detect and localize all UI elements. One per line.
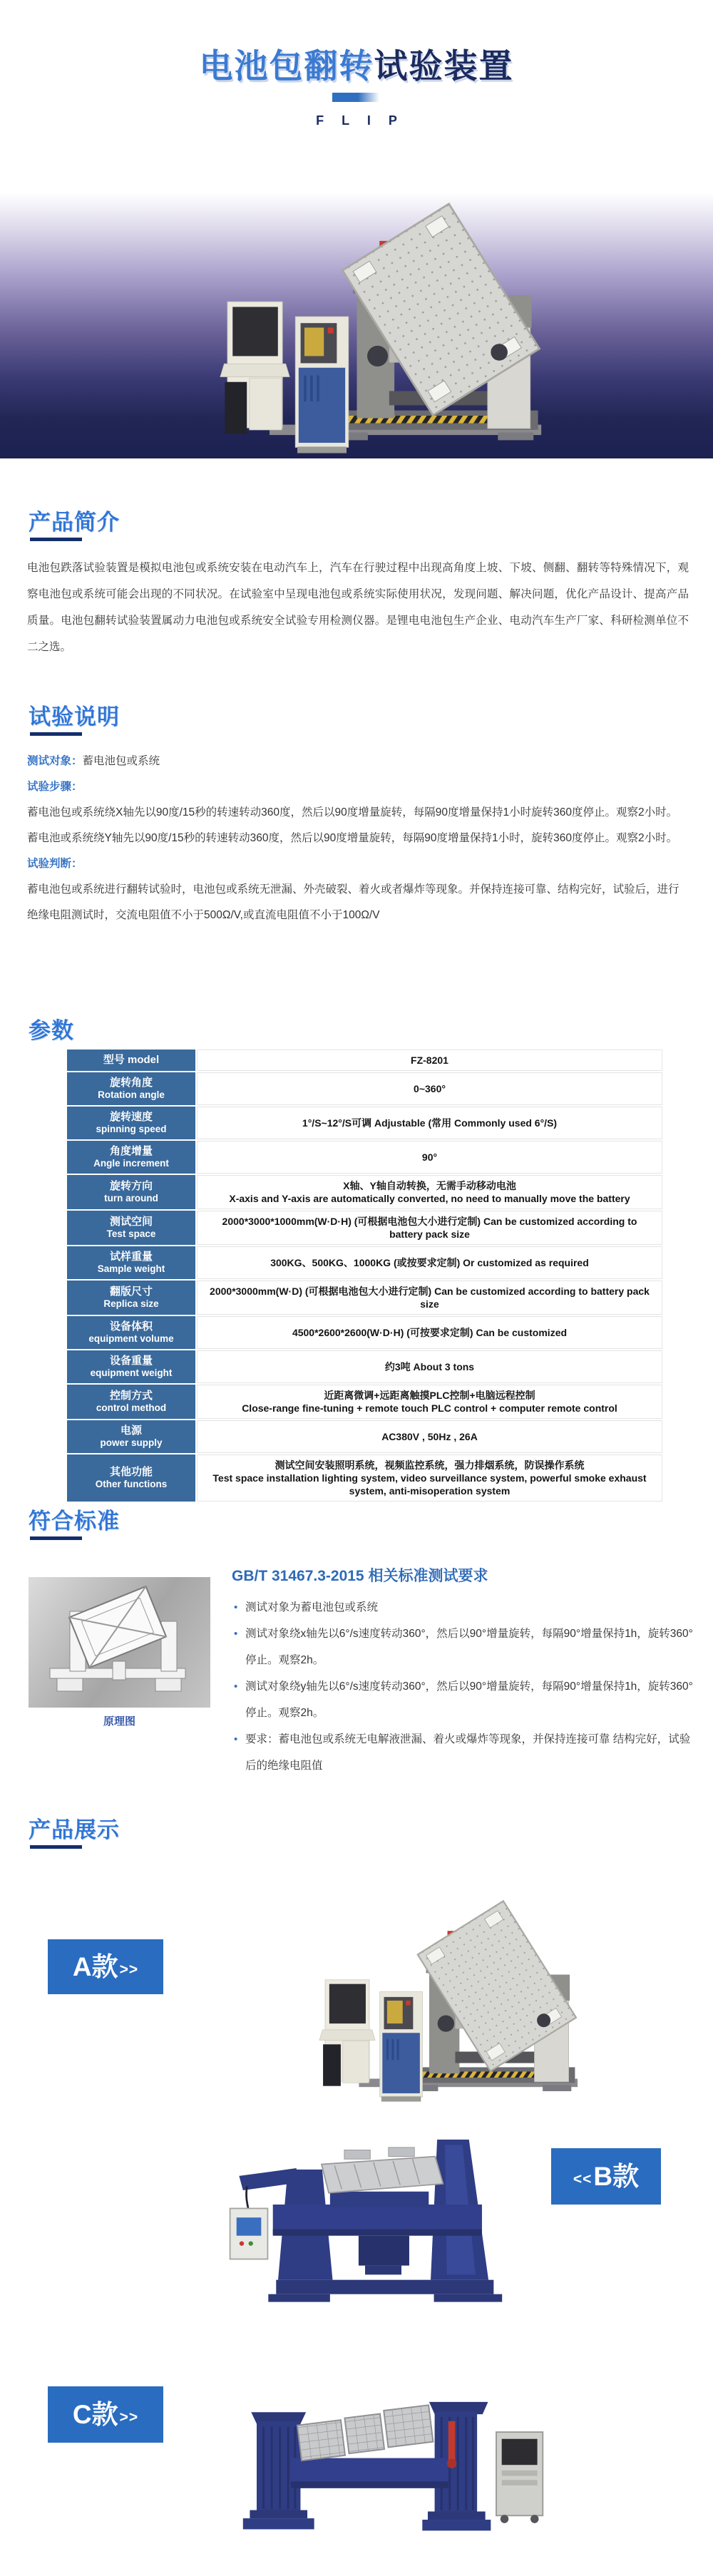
param-label-cn: 试样重量 [109,1251,153,1263]
param-label-en: Sample weight [97,1263,165,1274]
param-value-cell [197,1454,662,1502]
param-value-en: Test space installation lighting system, video surveillance system, powerful smoke exhaust system, anti-misoperation system [212,1472,647,1497]
param-value-cell [197,1420,662,1453]
param-label-cn: 设备重量 [109,1355,153,1367]
param-value-cn: 4500*2600*2600(W·D·H) (可按要求定制) Can be customized [292,1327,568,1338]
param-row [67,1316,662,1349]
param-label-cell [67,1211,195,1245]
param-label-cell [67,1050,195,1071]
param-value-cell [197,1385,662,1419]
standard-bullet-list [234,1594,696,1779]
param-row [67,1050,662,1071]
param-label-cn: 其他功能 [109,1466,153,1478]
model-a-button[interactable] [48,1939,163,1994]
principle-diagram-image [29,1577,210,1708]
param-label-cn: 电源 [120,1425,142,1437]
param-label-cell [67,1385,195,1419]
param-value-cell [197,1072,662,1105]
param-value-cell [197,1141,662,1174]
param-label-cell [67,1454,195,1502]
param-label-cn: 控制方式 [109,1390,153,1402]
param-value-cell [197,1316,662,1349]
param-value-cell [197,1246,662,1279]
param-label-cn: 测试空间 [109,1216,153,1228]
test-judge-label: 试验判断： [27,858,83,870]
param-value-cn: FZ-8201 [411,1054,448,1066]
param-value-cn: X轴、Y轴自动转换，无需手动移动电池 [343,1180,516,1191]
param-value-cn: 测试空间安装照明系统，视频监控系统，强力排烟系统，防误操作系统 [275,1459,585,1471]
param-label-cn: 旋转方向 [109,1180,153,1192]
param-row [67,1072,662,1105]
param-row [67,1211,662,1245]
param-row [67,1454,662,1502]
machine-a-product-image [273,1897,585,2105]
hero-banner [0,193,713,458]
page-title-rest: 试验装置 [374,47,514,85]
standard-bullet: • 测试对象绕x轴先以6°/s速度转动360°，然后以90°增量旋转，每隔90°增量保持1h，旋转360°停止。观察2h。 [234,1621,696,1673]
param-label-cell [67,1316,195,1349]
test-desc-body [27,749,689,928]
test-judge-text: 蓄电池包或系统进行翻转试验时，电池包或系统无泄漏、外壳破裂、着火或者爆炸等现象。并保持连接可靠、结构完好，试验后，进行绝缘电阻测试时，交流电阻值不小于500Ω/V,或直流电阻值不小于100Ω/V [27,883,679,921]
test-step-2: 蓄电池或系统绕Y轴先以90度/15秒的转速转动360度，然后以90度增量旋转，每隔90度增量保持1小时，旋转360度停止。观察2小时。 [27,832,678,844]
param-row [67,1385,662,1419]
display-heading: 产品展示 [29,1817,120,1842]
model-c-arrows-icon: >> [119,2409,139,2426]
param-label-cell [67,1350,195,1383]
params-heading: 参数 [29,1018,74,1043]
test-step-1: 蓄电池包或系统绕X轴先以90度/15秒的转速转动360度，然后以90度增量旋转，每隔90度增量保持1小时旋转360度停止。观察2小时。 [27,806,678,819]
page-subtitle: F L I P [316,113,404,128]
param-row [67,1175,662,1209]
param-value-cn: 近距离微调+远距离触摸PLC控制+电脑远程控制 [324,1390,535,1401]
param-value-cell [197,1350,662,1383]
param-label-en: Rotation angle [98,1089,165,1100]
param-label-cell [67,1420,195,1453]
param-value-cn: 1°/S~12°/S可调 Adjustable (常用 Commonly used 6°/S) [302,1117,558,1129]
param-label-cn: 旋转速度 [109,1111,153,1123]
standard-bullet: • 测试对象为蓄电池包或系统 [234,1594,696,1621]
param-label-cell [67,1107,195,1139]
param-label-en: Angle increment [93,1158,169,1169]
param-row [67,1420,662,1453]
params-table [66,1048,664,1503]
intro-body: 电池包跌落试验装置是模拟电池包或系统安装在电动汽车上，汽车在行驶过程中出现高角度上坡、下坡、侧翻、翻转等特殊情况下，观察电池包或系统可能会出现的不同状况。在试验室中呈现电池包或系统实际使用状况，发现问题、解决问题，优化产品设计、提高产品质量。电池包翻转试验装置属动力电池包或系统安全试验专用检测仪器。是锂电电池包生产企业、电动汽车生产厂家、科研检测单位不二之选。 [27,562,689,653]
param-value-cn: 300KG、500KG、1000KG (或按要求定制) Or customized as required [270,1257,589,1268]
param-value-cell [197,1107,662,1139]
param-label-cell [67,1175,195,1209]
param-value-cn: 2000*3000mm(W·D) (可根据电池包大小进行定制) Can be customized according to battery pack size [210,1286,650,1310]
model-a-label: A款 [72,1952,118,1981]
param-value-cell [197,1281,662,1315]
param-label-en: control method [96,1402,167,1413]
model-c-button[interactable] [48,2386,163,2443]
param-label-en: Test space [106,1228,156,1239]
model-b-arrows-icon: << [573,2171,593,2187]
param-label-cn: 型号 model [103,1054,160,1066]
model-c-label: C款 [72,2400,118,2429]
param-value-en: Close-range fine-tuning + remote touch PLC control + computer remote control [242,1402,617,1414]
intro-heading: 产品简介 [29,510,120,535]
standards-heading-bar [30,1536,82,1540]
param-row [67,1107,662,1139]
param-row [67,1350,662,1383]
param-label-en: equipment volume [88,1333,174,1344]
param-value-cn: AC380V , 50Hz , 26A [381,1431,478,1442]
principle-diagram-illustration [29,1577,210,1708]
param-label-cell [67,1072,195,1105]
param-label-cn: 角度增量 [109,1145,153,1157]
param-value-en: X-axis and Y-axis are automatically converted, no need to manually move the battery [229,1193,630,1204]
title-accent-bar [332,93,379,102]
param-label-en: Other functions [95,1479,168,1489]
standard-title: GB/T 31467.3-2015 相关标准测试要求 [232,1568,488,1584]
param-label-cn: 旋转角度 [109,1077,153,1089]
model-b-label: B款 [593,2162,640,2191]
param-label-cn: 设备体积 [109,1320,153,1333]
param-value-cell [197,1175,662,1209]
param-row [67,1246,662,1279]
param-label-en: Replica size [103,1298,159,1309]
test-object-label: 测试对象： [27,755,83,767]
param-value-cell [197,1050,662,1071]
machine-c-product-image [222,2381,565,2539]
param-value-cell [197,1211,662,1245]
param-row [67,1141,662,1174]
model-a-arrows-icon: >> [119,1961,139,1978]
model-b-button[interactable] [551,2148,661,2205]
test-object-value: 蓄电池包或系统 [82,755,160,767]
param-label-en: turn around [104,1193,158,1204]
param-label-en: power supply [100,1437,163,1448]
machine-b-product-image [173,2132,529,2314]
param-label-cell [67,1281,195,1315]
param-value-cn: 90° [421,1151,438,1163]
principle-diagram-caption: 原理图 [103,1715,135,1728]
standards-heading: 符合标准 [29,1509,120,1534]
page-title [0,40,713,88]
machine-a-hero-illustration [163,198,551,457]
param-label-en: spinning speed [96,1124,167,1134]
test-object-line [27,749,689,774]
test-desc-heading-bar [30,732,82,736]
param-label-cell [67,1246,195,1279]
test-steps-label: 试验步骤： [27,781,83,793]
display-heading-bar [30,1845,82,1849]
page-title-highlight: 电池包翻转 [199,47,374,85]
standard-bullet: • 测试对象绕y轴先以6°/s速度转动360°，然后以90°增量旋转，每隔90°增量保持1h，旋转360°停止。观察2h。 [234,1673,696,1726]
param-label-cell [67,1141,195,1174]
test-desc-heading: 试验说明 [29,704,120,729]
param-value-cn: 约3吨 About 3 tons [384,1361,475,1372]
param-row [67,1281,662,1315]
param-value-cn: 2000*3000*1000mm(W·D·H) (可根据电池包大小进行定制) Can be customized according to battery pack size [222,1216,637,1240]
param-label-cn: 翻版尺寸 [109,1286,153,1298]
intro-heading-bar [30,538,82,541]
param-label-en: equipment weight [90,1367,173,1378]
param-value-cn: 0~360° [414,1083,446,1094]
standard-bullet: • 要求：蓄电池包或系统无电解液泄漏、着火或爆炸等现象，并保持连接可靠 结构完好，试验后的绝缘电阻值 [234,1726,696,1779]
